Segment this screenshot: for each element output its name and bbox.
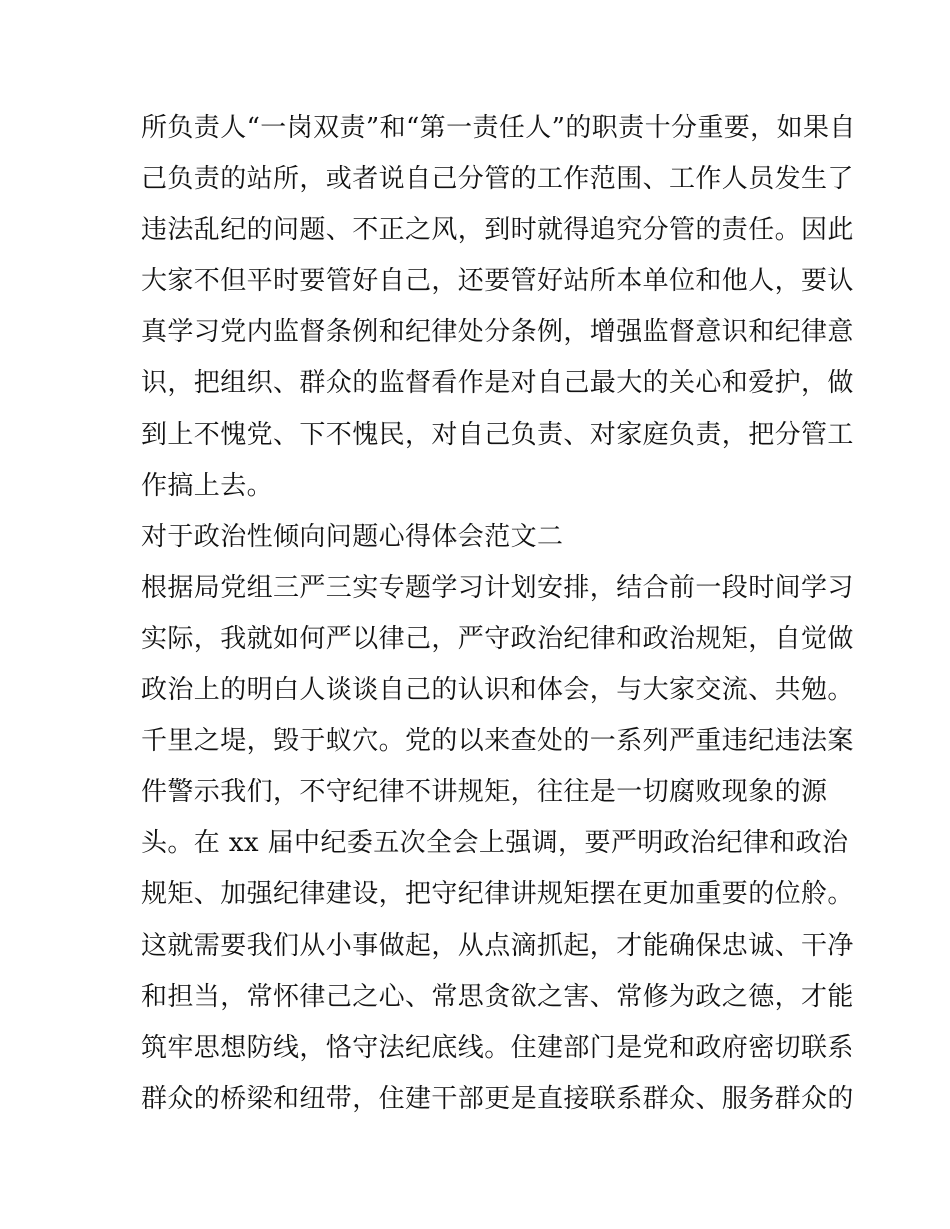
text-line: 己负责的站所，或者说自己分管的工作范围、工作人员发生了 bbox=[141, 164, 854, 195]
text-line: 真学习党内监督条例和纪律处分条例，增强监督意识和纪律意 bbox=[141, 317, 854, 348]
text-line: 规矩、加强纪律建设，把守纪律讲规矩摆在更加重要的位舲。 bbox=[141, 879, 854, 910]
text-line: 作搞上去。 bbox=[141, 470, 274, 501]
text-line: 识，把组织、群众的监督看作是对自己最大的关心和爱护，做 bbox=[141, 368, 854, 399]
text-line: 大家不但平时要管好自己，还要管好站所本单位和他人，要认 bbox=[141, 266, 854, 297]
text-line: 这就需要我们从小事做起，从点滴抓起，才能确保忠诚、干净 bbox=[141, 930, 854, 961]
text-line: 到上不愧党、下不愧民，对自己负责、对家庭负责，把分管工 bbox=[141, 419, 854, 450]
text-line: 所负责人“一岗双责”和“第一责任人”的职责十分重要，如果自 bbox=[141, 113, 856, 143]
text-line: 实际，我就如何严以律己，严守政治纪律和政治规矩，自觉做 bbox=[141, 623, 854, 654]
text-line: 千里之堤，毁于蚁穴。党的以来查处的一系列严重违纪违法案 bbox=[141, 726, 854, 757]
text-line: 群众的桥梁和纽带，住建干部更是直接联系群众、服务群众的 bbox=[141, 1083, 854, 1114]
document-body bbox=[141, 103, 856, 1125]
text-line: 根据局党组三严三实专题学习计划安排，结合前一段时间学习 bbox=[141, 572, 854, 603]
text-line: 筑牢思想防线，恪守法纪底线。住建部门是党和政府密切联系 bbox=[141, 1032, 854, 1063]
text-line: 和担当，常怀律己之心、常思贪欲之害、常修为政之德，才能 bbox=[141, 981, 854, 1012]
section-heading: 对于政治性倾向问题心得体会范文二 bbox=[141, 521, 564, 552]
text-line: 政治上的明白人谈谈自己的认识和体会，与大家交流、共勉。 bbox=[141, 675, 854, 706]
text-line: 违法乱纪的问题、不正之风，到时就得追究分管的责任。因此 bbox=[141, 215, 854, 246]
text-line: 件警示我们，不守纪律不讲规矩，往往是一切腐败现象的源 bbox=[141, 777, 828, 808]
text-line: 头。在 xx 届中纪委五次全会上强调，要严明政治纪律和政治 bbox=[141, 828, 849, 859]
